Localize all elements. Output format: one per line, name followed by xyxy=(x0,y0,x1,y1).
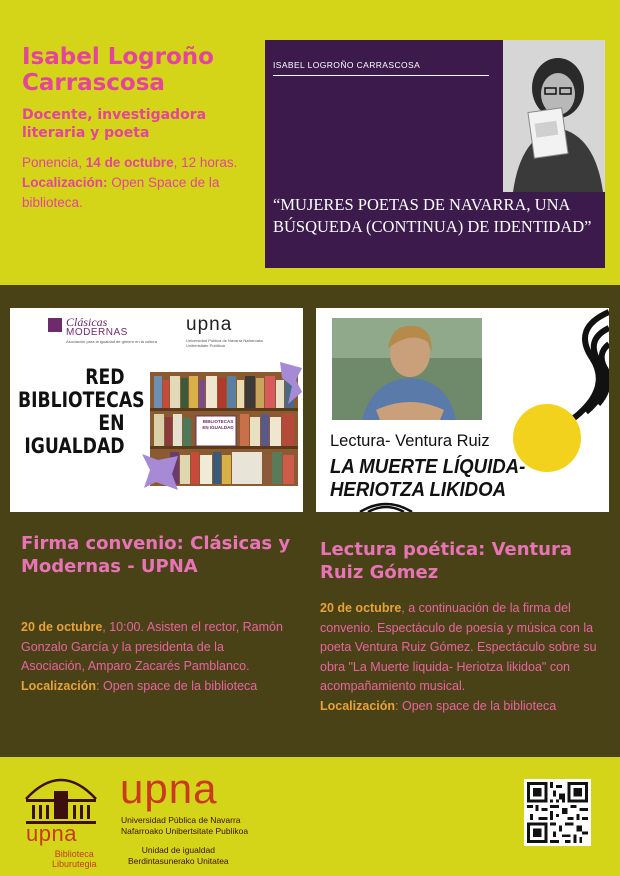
event2-date: 20 de octubre xyxy=(320,601,402,615)
biblioteca-label xyxy=(52,849,97,869)
qr-code-pattern xyxy=(527,782,588,843)
event1-title: Firma convenio: Clásicas y Modernas - UPNA xyxy=(21,533,291,577)
qr-code[interactable] xyxy=(524,779,591,846)
upna-logo-caption: Universidad Pública de Navarra Nafarroako Unibertsitate Publikoa xyxy=(186,338,264,348)
speaker-poster xyxy=(265,40,605,268)
clasicas-logo-caption: Asociación para la igualdad de género en la cultura xyxy=(66,339,157,344)
upna-wordmark: upna xyxy=(120,765,218,812)
event1-body xyxy=(21,618,283,696)
event2-text: , a continuación de la firma del convenio. Espectáculo de poesía y música con la poeta Ventura Ruiz Gómez. Espectáculo sobre su obra "La Muerte liquida- Heriotza likidoa" con acompañamiento musical. xyxy=(320,601,597,693)
event2-body xyxy=(320,599,605,716)
reading-card xyxy=(316,308,609,512)
talk-time: , 12 horas. xyxy=(173,155,238,170)
clasicas-logo-mark xyxy=(48,318,62,332)
poster-name: ISABEL LOGROÑO CARRASCOSA xyxy=(273,60,421,70)
talk-details xyxy=(22,153,254,213)
library-network-card xyxy=(10,308,303,512)
event2-title: Lectura poética: Ventura Ruiz Gómez xyxy=(320,539,572,583)
shelf-books-row1 xyxy=(154,376,294,408)
event1-date: 20 de octubre xyxy=(21,620,103,634)
liburutegia-text: Liburutegia xyxy=(52,859,97,869)
university-es: Universidad Pública de Navarra xyxy=(121,815,241,825)
unit-es: Unidad de igualdad xyxy=(141,845,215,855)
events-section xyxy=(0,285,620,757)
talk-location: Open Space de la biblioteca. xyxy=(22,175,220,210)
speaker-photo-illustration xyxy=(503,40,605,192)
speaker-photo xyxy=(503,40,605,192)
biblioteca-text: Biblioteca xyxy=(54,849,94,859)
talk-location-label: Localización: xyxy=(22,175,108,190)
ribbon-decoration-bottom xyxy=(138,450,182,494)
footer xyxy=(0,757,620,876)
reading-line3: HERIOTZA LIKIDOA xyxy=(330,479,507,501)
shelf-books-row3 xyxy=(170,452,294,484)
network-headline: RED BIBLIOTECAS EN IGUALDAD xyxy=(18,365,145,458)
poet-photo xyxy=(332,318,482,420)
speaker-name: Isabel Logroño Carrascosa xyxy=(22,44,214,96)
event2-location-label: Localización xyxy=(320,698,396,713)
reading-line1: Lectura- Ventura Ruiz xyxy=(330,432,490,450)
poster-title: “MUJERES POETAS DE NAVARRA, UNA BÚSQUEDA (CONTINUA) DE IDENTIDAD” xyxy=(273,195,592,236)
university-name xyxy=(121,815,248,837)
speaker-section xyxy=(0,0,620,285)
poster-divider xyxy=(273,75,489,76)
event1-location-label: Localización xyxy=(21,678,97,693)
speaker-role: Docente, investigadora literaria y poeta xyxy=(22,107,207,141)
ribbon-decoration-top xyxy=(278,360,303,406)
unit-eu: Berdintasunerako Unitatea xyxy=(128,856,229,866)
event1-text: , 10:00. Asisten el rector, Ramón Gonzalo García y la presidenta de la Asociación, Amparo Zacarés Pamblanco. xyxy=(21,620,283,673)
clasicas-logo-top: Clásicas xyxy=(66,315,108,329)
footer-logo-text: upna xyxy=(26,821,77,846)
equality-unit xyxy=(128,845,229,867)
upna-logo: upna xyxy=(186,314,233,335)
talk-date: 14 de octubre xyxy=(85,155,174,170)
book-label: BIBLIOTECAS EN IGUALDAD xyxy=(202,419,234,430)
arc-decoration xyxy=(356,498,416,512)
clasicas-logo-bottom: MODERNAS xyxy=(66,327,128,338)
library-building-icon xyxy=(22,765,100,827)
event1-location: : Open space de la biblioteca xyxy=(96,678,258,693)
reading-line2: LA MUERTE LÍQUIDA- xyxy=(330,456,526,478)
event2-location: : Open space de la biblioteca xyxy=(395,698,557,713)
talk-prefix: Ponencia, xyxy=(22,155,86,170)
university-eu: Nafarroako Unibertsitate Publikoa xyxy=(121,826,249,836)
